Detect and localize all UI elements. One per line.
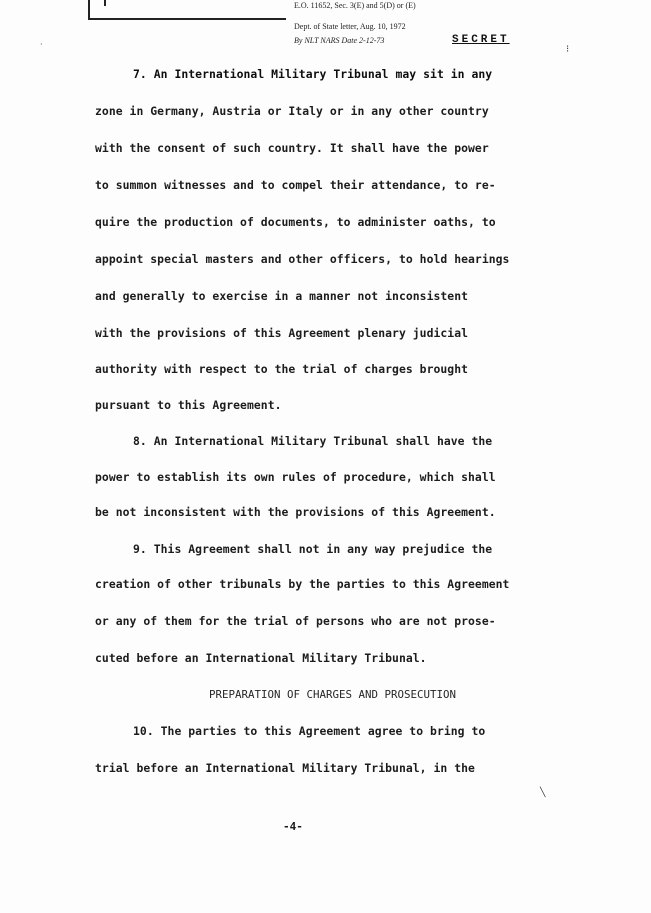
text-line: trial before an International Military Tribunal, in the [95,761,475,775]
text-line: 9. This Agreement shall not in any way prejudice the [133,542,493,556]
declassification-line-2: Dept. of State letter, Aug. 10, 1972 [294,22,406,31]
text-line: 8. An International Military Tribunal shall have the [133,434,493,448]
section-heading: PREPARATION OF CHARGES AND PROSECUTION [209,688,457,701]
text-line: quire the production of documents, to administer oaths, to [95,215,496,229]
text-line: authority with respect to the trial of charges brought [95,362,469,376]
margin-mark-icon: ⁝ [566,44,570,55]
text-line: or any of them for the trial of persons who are not prose- [95,614,496,628]
text-line: creation of other tribunals by the parties to this Agreement [95,577,510,591]
classification-stamp: SECRET [452,34,510,46]
text-line: zone in Germany, Austria or Italy or in any other country [95,104,489,118]
declassification-line-3: By NLT NARS Date 2-12-73 [294,36,385,45]
text-line: 7. An International Military Tribunal may sit in any [133,67,493,81]
page-number: -4- [283,820,303,833]
margin-speck-icon: · [40,40,43,49]
text-line: and generally to exercise in a manner not inconsistent [95,289,469,303]
text-line: to summon witnesses and to compel their attendance, to re- [95,178,496,192]
text-line: with the provisions of this Agreement plenary judicial [95,326,469,340]
text-line: appoint special masters and other officers, to hold hearings [95,252,510,266]
declassification-line-1: E.O. 11652, Sec. 3(E) and 5(D) or (E) [294,1,416,10]
text-line: pursuant to this Agreement. [95,398,282,412]
text-line: power to establish its own rules of procedure, which shall [95,470,496,484]
margin-tick-icon: ╲ [540,788,546,798]
text-line: 10. The parties to this Agreement agree to bring to [133,724,486,738]
stamp-box [88,0,286,20]
text-line: be not inconsistent with the provisions of this Agreement. [95,505,496,519]
text-line: cuted before an International Military Tribunal. [95,651,427,665]
text-line: with the consent of such country. It shall have the power [95,141,489,155]
